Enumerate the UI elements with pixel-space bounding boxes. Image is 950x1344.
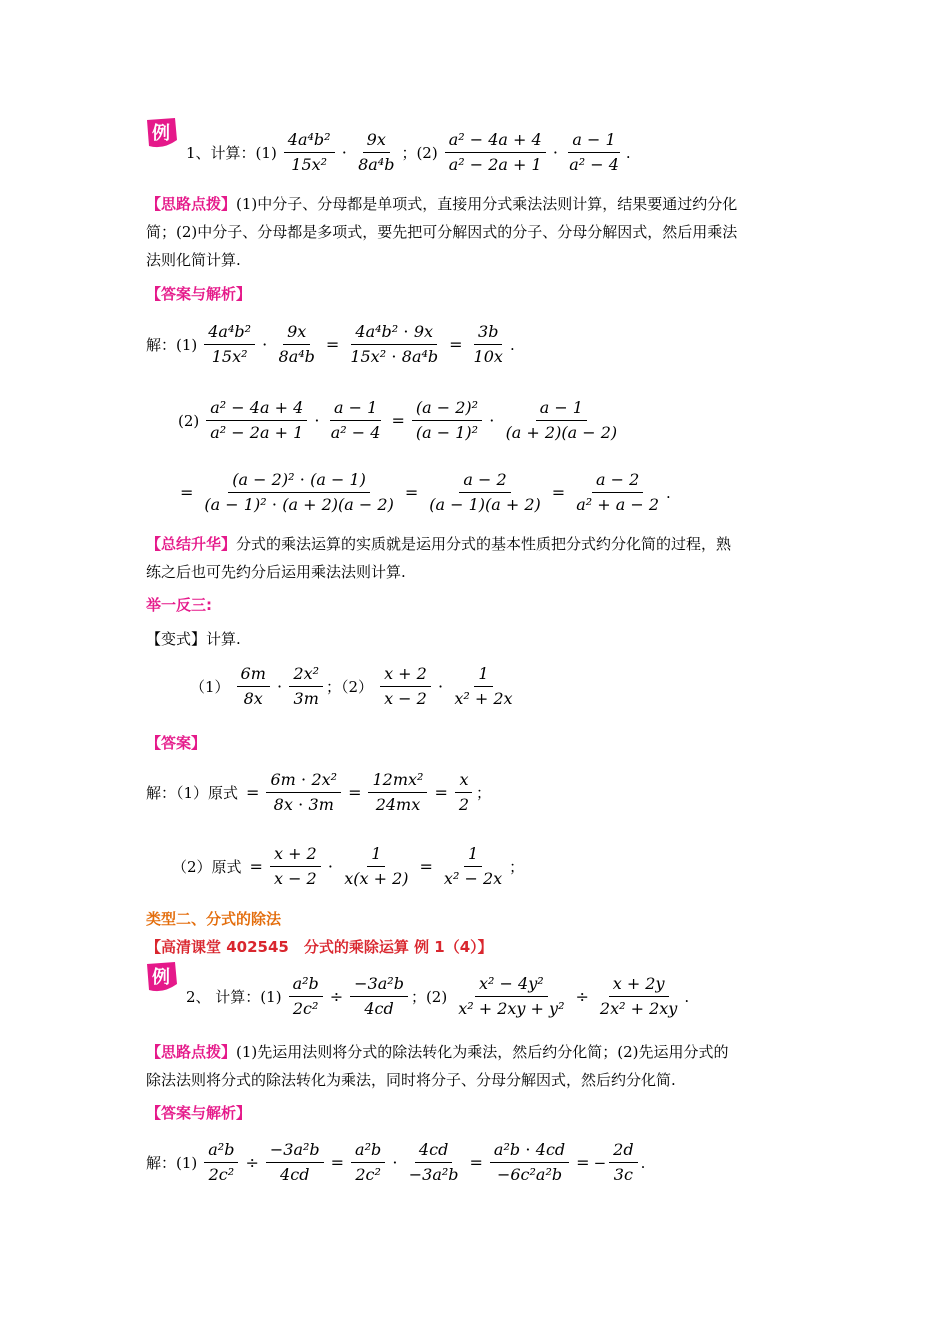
denominator: a² − 2a + 1 <box>210 423 304 442</box>
numerator: a − 1 <box>330 396 381 421</box>
example-badge-icon <box>143 116 179 150</box>
section2-title: 类型二、分式的除法 <box>146 910 282 928</box>
fraction <box>572 468 663 517</box>
solution1-part2-continued: = $\frac{\text{(a − 2)² ⋅ (a − 1)}}{\text{(a − 1)² ⋅ (a + 2)(a − 2)}}$ = $\frac{a - 2}{(a - 1)(a + 2)}$ = $\frac{a - 2}{\text{a² + a − 2}}$ . <box>176 468 671 517</box>
numerator: −3a²b <box>266 1138 324 1163</box>
denominator: 15x² <box>291 155 328 174</box>
numerator: a²b <box>204 1138 238 1163</box>
denominator: 3c <box>613 1165 633 1184</box>
denominator: x(x + 2) <box>344 869 409 888</box>
fraction <box>454 972 568 1021</box>
denominator: a² − 4 <box>569 155 619 174</box>
solution2-part1: 解：(1) $\frac{\text{a²b}}{\text{2c²}}$ ÷ $\frac{\text{−3a²b}}{4cd}$ = $\frac{\text{a²b}}{\text{2c²}}$ ⋅ $\frac{4cd}{\text{−3a²b}}$ = $\frac{\text{a²b ⋅ 4cd}}{\text{−6c²a²b}}$ = − $\frac{2d}{3c}$ . <box>146 1138 645 1187</box>
denominator: 4cd <box>280 1165 310 1184</box>
fraction <box>405 1138 463 1187</box>
denominator: 2c² <box>208 1165 235 1184</box>
denominator: 15x² <box>211 347 248 366</box>
denominator: −6c²a²b <box>496 1165 563 1184</box>
denominator: 8x ⋅ 3m <box>273 795 334 814</box>
fraction <box>412 396 482 445</box>
numerator: a² − 4a + 4 <box>206 396 307 421</box>
fraction <box>204 320 255 369</box>
numerator: 6m <box>237 662 270 687</box>
denominator: x − 2 <box>384 689 427 708</box>
denominator: a² + a − 2 <box>576 495 660 514</box>
fraction <box>350 972 408 1021</box>
denominator: 4cd <box>364 999 394 1018</box>
summary1: 【总结升华】分式的乘法运算的实质就是运用分式的基本性质把分式约分化简的过程，熟 练之后也可先约分后运用乘法法则计算. <box>146 535 732 581</box>
variant-solution2: （2）原式 = $\frac{x + 2}{x - 2}$ ⋅ $\frac{1}{x(x + 2)}$ = $\frac{1}{\text{x² − 2x}}$ ； <box>172 842 524 891</box>
numerator: 2d <box>609 1138 637 1163</box>
denominator: 8x <box>243 689 263 708</box>
fraction <box>351 1138 385 1187</box>
numerator: a − 1 <box>568 128 619 153</box>
fraction <box>354 128 398 177</box>
fraction <box>425 468 545 517</box>
fraction <box>490 1138 569 1187</box>
numerator: x² − 4y² <box>475 972 548 997</box>
fraction <box>270 842 321 891</box>
numerator: a²b <box>289 972 323 997</box>
numerator: a² − 4a + 4 <box>445 128 546 153</box>
fraction <box>289 662 323 711</box>
numerator: 1 <box>464 842 482 867</box>
fraction <box>204 1138 238 1187</box>
numerator: 1 <box>367 842 385 867</box>
fraction <box>380 662 431 711</box>
numerator: 2x² <box>289 662 323 687</box>
answer1-heading: 【答案与解析】 <box>146 285 252 303</box>
answer-heading: 【答案】 <box>146 734 207 752</box>
fraction <box>445 128 546 177</box>
numerator: 3b <box>474 320 502 345</box>
numerator: 12mx² <box>368 768 427 793</box>
denominator: 8a⁴b <box>358 155 395 174</box>
fraction <box>346 320 442 369</box>
numerator: x + 2 <box>270 842 321 867</box>
denominator: 3m <box>293 689 319 708</box>
numerator: a − 2 <box>592 468 643 493</box>
denominator: (a − 1)(a + 2) <box>429 495 541 514</box>
answer2-heading: 【答案与解析】 <box>146 1104 252 1122</box>
denominator: 10x <box>473 347 503 366</box>
denominator: 2c² <box>355 1165 381 1184</box>
fraction <box>455 768 473 817</box>
fraction <box>340 842 412 891</box>
example-badge-icon <box>143 960 179 994</box>
denominator: x² + 2xy + y² <box>458 999 565 1018</box>
denominator: 24mx <box>375 795 421 814</box>
solution1-part1: 解：(1) $\frac{\text{4a⁴b²}}{\text{15x²}}$ ⋅ $\frac{9x}{\text{8a⁴b}}$ = $\frac{\text{4a⁴b² ⋅ 9x}}{\text{15x² ⋅ 8a⁴b}}$ = $\frac{3b}{10x}$ . <box>146 320 515 369</box>
denominator: 2x² + 2xy <box>599 999 678 1018</box>
numerator: 4a⁴b² ⋅ 9x <box>351 320 437 345</box>
denominator: (a − 1)² <box>415 423 479 442</box>
example1-problem: 1、计算：(1) $\frac{\text{4a⁴b²}}{\text{15x²}}$ ⋅ $\frac{9x}{\text{8a⁴b}}$ ；(2) $\frac{\text{a² − 4a + 4}}{\text{a² − 2a + 1}}$ ⋅ $\frac{a - 1}{\text{a² − 4}}$ . <box>186 128 631 177</box>
course-title: 【高清课堂 402545 分式的乘除运算 例 1（4）】 <box>146 938 493 956</box>
fraction <box>440 842 506 891</box>
numerator: a − 1 <box>536 396 587 421</box>
practice-heading: 举一反三: <box>146 596 212 614</box>
denominator: 8a⁴b <box>278 347 315 366</box>
numerator: x + 2y <box>609 972 669 997</box>
fraction <box>266 768 341 817</box>
fraction <box>327 396 385 445</box>
numerator: (a − 2)² <box>412 396 482 421</box>
denominator: 2 <box>458 795 470 814</box>
fraction <box>237 662 270 711</box>
numerator: 4a⁴b² <box>284 128 335 153</box>
denominator: (a − 1)² ⋅ (a + 2)(a − 2) <box>204 495 394 514</box>
numerator: 6m ⋅ 2x² <box>266 768 341 793</box>
fraction <box>565 128 623 177</box>
fraction <box>502 396 622 445</box>
svg-text:例: 例 <box>152 123 170 144</box>
fraction <box>609 1138 637 1187</box>
denominator: 2c² <box>292 999 319 1018</box>
example2-problem: 2、 计算：(1) $\frac{\text{a²b}}{\text{2c²}}$ ÷ $\frac{\text{−3a²b}}{4cd}$ ；(2) $\frac{\text{x² − 4y²}}{\text{x² + 2xy + y²}}$ ÷ $\frac{x + 2y}{\text{2x² + 2xy}}$ . <box>186 972 689 1021</box>
fraction <box>266 1138 324 1187</box>
denominator: x − 2 <box>273 869 317 888</box>
numerator: a²b ⋅ 4cd <box>490 1138 569 1163</box>
denominator: 15x² ⋅ 8a⁴b <box>350 347 439 366</box>
numerator: 9x <box>283 320 310 345</box>
numerator: 9x <box>363 128 390 153</box>
numerator: (a − 2)² ⋅ (a − 1) <box>228 468 370 493</box>
fraction <box>275 320 319 369</box>
denominator: x² − 2x <box>443 869 503 888</box>
denominator: a² − 2a + 1 <box>448 155 542 174</box>
denominator: a² − 4 <box>330 423 381 442</box>
fraction <box>368 768 427 817</box>
fraction <box>596 972 681 1021</box>
fraction <box>470 320 507 369</box>
fraction <box>200 468 397 517</box>
numerator: a − 2 <box>459 468 510 493</box>
fraction <box>450 662 516 711</box>
numerator: 4a⁴b² <box>204 320 255 345</box>
numerator: −3a²b <box>350 972 408 997</box>
numerator: 1 <box>474 662 492 687</box>
variant-solution1: 解：（1）原式 = $\frac{\text{6m ⋅ 2x²}}{8x \cdot 3m}$ = $\frac{\text{12mx²}}{24mx}$ = $\frac{x}{2}$ ； <box>146 768 491 817</box>
hint2: 【思路点拨】(1)先运用法则将分式的除法转化为乘法，然后约分化简；(2)先运用分式的 除法法则将分式的除法转化为乘法，同时将分子、分母分解因式，然后约分化简. <box>146 1043 729 1089</box>
numerator: a²b <box>351 1138 385 1163</box>
denominator: (a + 2)(a − 2) <box>505 423 618 442</box>
fraction <box>284 128 335 177</box>
numerator: x + 2 <box>380 662 431 687</box>
numerator: x <box>455 768 472 793</box>
variant-problem: （1） $\frac{6m}{8x}$ ⋅ $\frac{\text{2x²}}{3m}$ ；（2） $\frac{x + 2}{x - 2}$ ⋅ $\frac{1}{\text{x² + 2x}}$ <box>190 662 520 711</box>
fraction <box>206 396 307 445</box>
numerator: 4cd <box>415 1138 452 1163</box>
fraction <box>289 972 323 1021</box>
solution1-part2: (2) $\frac{\text{a² − 4a + 4}}{\text{a² − 2a + 1}}$ ⋅ $\frac{a - 1}{\text{a² − 4}}$ = $\frac{\text{(a − 2)²}}{\text{(a − 1)²}}$ ⋅ $\frac{a - 1}{(a + 2)(a - 2)}$ <box>178 396 624 445</box>
svg-text:例: 例 <box>152 967 170 988</box>
denominator: x² + 2x <box>454 689 513 708</box>
hint1: 【思路点拨】(1)中分子、分母都是单项式，直接用分式乘法法则计算，结果要通过约分化 简；(2)中分子、分母都是多项式，要先把可分解因式的分子、分母分解因式，然后用乘法 法则化简计算. <box>146 195 738 269</box>
variant-label: 【变式】计算. <box>146 630 241 648</box>
denominator: −3a²b <box>408 1165 459 1184</box>
